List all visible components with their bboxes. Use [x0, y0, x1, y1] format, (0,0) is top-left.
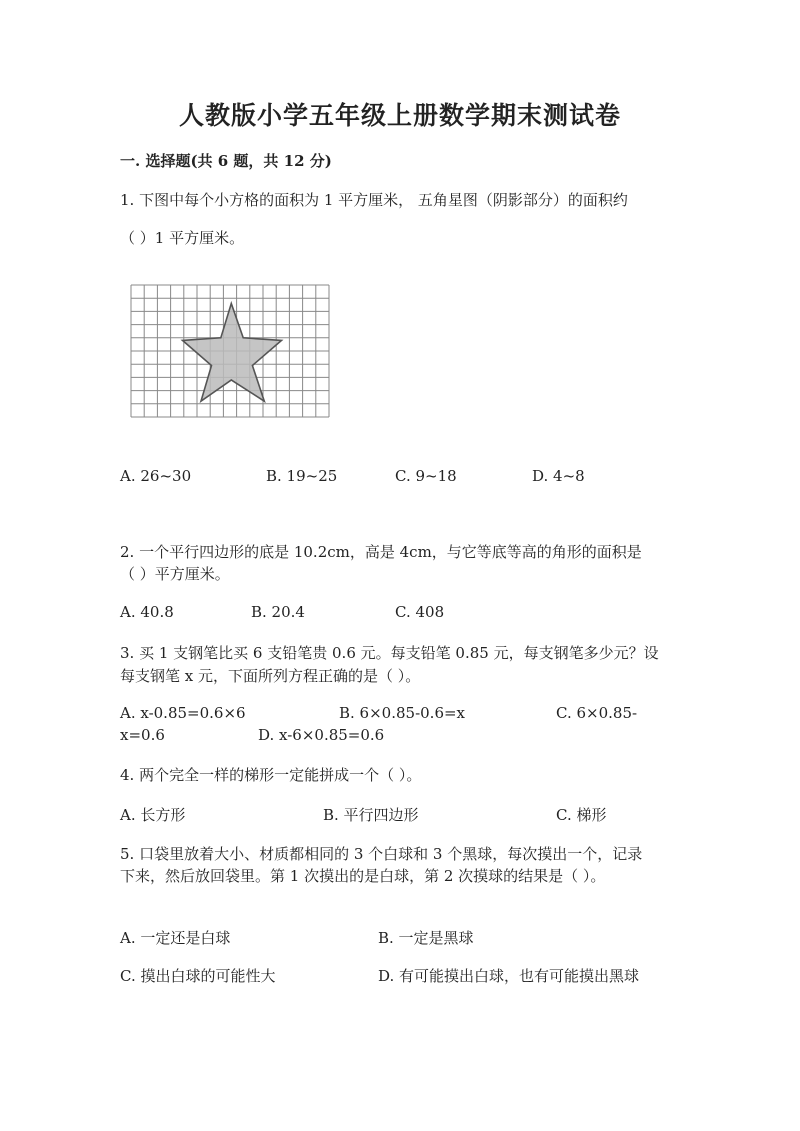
- q4-option-c[interactable]: C. 梯形: [556, 806, 607, 824]
- q3-option-c-part1[interactable]: C. 6×0.85-: [556, 704, 638, 722]
- q1-text-line1: 1. 下图中每个小方格的面积为 1 平方厘米， 五角星图（阴影部分）的面积约: [120, 191, 628, 209]
- page-title: 人教版小学五年级上册数学期末测试卷: [178, 101, 621, 130]
- q4-option-b[interactable]: B. 平行四边形: [323, 806, 419, 824]
- q3-option-b[interactable]: B. 6×0.85-0.6=x: [339, 704, 466, 722]
- q4-option-a[interactable]: A. 长方形: [120, 806, 186, 824]
- q3-option-d[interactable]: D. x-6×0.85=0.6: [258, 726, 385, 744]
- q3-text-line1: 3. 买 1 支钢笔比买 6 支铅笔贵 0.6 元。每支铅笔 0.85 元，每支钢笔多少元？设: [120, 644, 659, 662]
- section-heading: 一. 选择题(共 6 题，共 12 分): [120, 152, 332, 170]
- q3-option-a[interactable]: A. x-0.85=0.6×6: [120, 704, 246, 722]
- q5-option-d[interactable]: D. 有可能摸出白球，也有可能摸出黑球: [378, 967, 640, 985]
- q2-text-line1: 2. 一个平行四边形的底是 10.2cm，高是 4cm，与它等底等高的角形的面积是: [120, 543, 642, 561]
- q5-option-a[interactable]: A. 一定还是白球: [120, 929, 231, 947]
- q3-text-line2: 每支钢笔 x 元，下面所列方程正确的是（ ）。: [120, 667, 421, 685]
- q1-option-a[interactable]: A. 26~30: [120, 467, 192, 485]
- q2-option-c[interactable]: C. 408: [395, 603, 445, 621]
- q1-text-line2: （ ）1 平方厘米。: [120, 229, 245, 247]
- q5-option-b[interactable]: B. 一定是黑球: [378, 929, 474, 947]
- q5-text-line2: 下来，然后放回袋里。第 1 次摸出的是白球，第 2 次摸球的结果是（ ）。: [120, 867, 606, 885]
- q4-text-line1: 4. 两个完全一样的梯形一定能拼成一个（ ）。: [120, 766, 422, 784]
- q3-option-c-part2[interactable]: x=0.6: [120, 726, 165, 744]
- q5-text-line1: 5. 口袋里放着大小、材质都相同的 3 个白球和 3 个黑球，每次摸出一个，记录: [120, 845, 643, 863]
- q1-option-c[interactable]: C. 9~18: [395, 467, 457, 485]
- q5-option-c[interactable]: C. 摸出白球的可能性大: [120, 967, 276, 985]
- q2-option-b[interactable]: B. 20.4: [251, 603, 305, 621]
- star-grid-figure: [130, 284, 330, 419]
- q1-option-d[interactable]: D. 4~8: [532, 467, 585, 485]
- q1-option-b[interactable]: B. 19~25: [266, 467, 338, 485]
- q2-text-line2: （ ）平方厘米。: [120, 565, 230, 583]
- q2-option-a[interactable]: A. 40.8: [120, 603, 174, 621]
